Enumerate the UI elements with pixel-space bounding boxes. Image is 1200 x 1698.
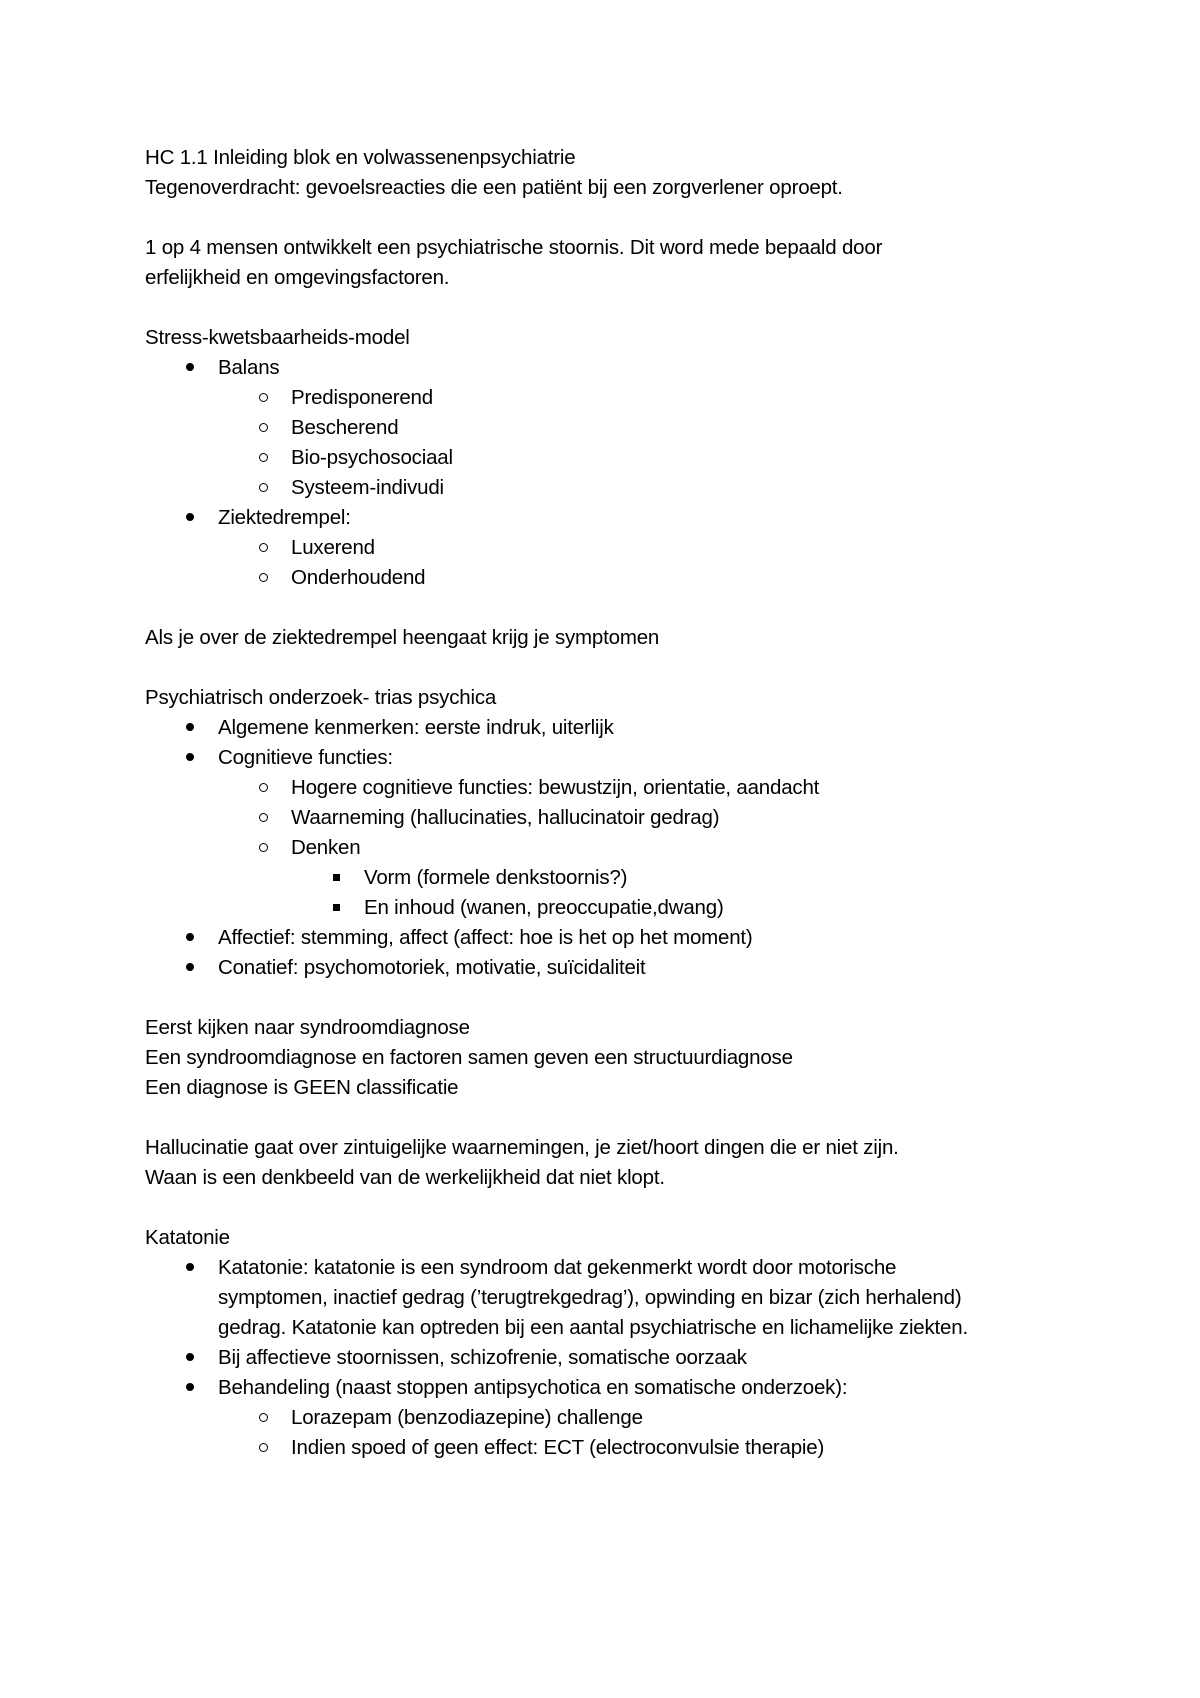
tegenoverdracht-definition: Tegenoverdracht: gevoelsreacties die een patiënt bij een zorgverlener oproept. — [145, 176, 843, 199]
bullet-circle-icon — [248, 803, 278, 833]
bullet-circle-icon — [248, 533, 278, 563]
spacer — [145, 203, 1065, 233]
list-item: Conatief: psychomotoriek, motivatie, suïcidaliteit — [145, 953, 1065, 983]
list-item: Bio-psychosociaal — [145, 443, 1065, 473]
bullet-dot-icon — [175, 353, 205, 383]
list-item: Affectief: stemming, affect (affect: hoe is het op het moment) — [145, 923, 1065, 953]
list-item: Bij affectieve stoornissen, schizofrenie, somatische oorzaak — [145, 1343, 1065, 1373]
list-item: Waarneming (hallucinaties, hallucinatoir gedrag) — [145, 803, 1065, 833]
bullet-dot-icon — [175, 1373, 205, 1403]
stress-model-heading: Stress-kwetsbaarheids-model — [145, 326, 410, 349]
ziektedrempel-note: Als je over de ziektedrempel heengaat krijg je symptomen — [145, 626, 660, 649]
diagnose-line: Een syndroomdiagnose en factoren samen geven een structuurdiagnose — [145, 1046, 793, 1069]
list-item: Bescherend — [145, 413, 1065, 443]
bullet-circle-icon — [248, 1433, 278, 1463]
bullet-dot-icon — [175, 1253, 205, 1283]
list-item-continuation: symptomen, inactief gedrag (’terugtrekgedrag’), opwinding en bizar (zich herhalend) — [218, 1286, 962, 1309]
bullet-circle-icon — [248, 1403, 278, 1433]
list-item: Cognitieve functies: — [145, 743, 1065, 773]
list-item: Predisponerend — [145, 383, 1065, 413]
bullet-dot-icon — [175, 713, 205, 743]
list-item: Vorm (formele denkstoornis?) — [145, 863, 1065, 893]
spacer — [145, 293, 1065, 323]
spacer — [145, 1103, 1065, 1133]
list-item: Systeem-indivudi — [145, 473, 1065, 503]
list-item-continuation: gedrag. Katatonie kan optreden bij een aantal psychiatrische en lichamelijke ziekten. — [218, 1316, 968, 1339]
bullet-circle-icon — [248, 443, 278, 473]
katatonie-heading: Katatonie — [145, 1226, 230, 1249]
bullet-circle-icon — [248, 473, 278, 503]
spacer — [145, 983, 1065, 1013]
document-title: HC 1.1 Inleiding blok en volwassenenpsychiatrie — [145, 146, 576, 169]
bullet-circle-icon — [248, 563, 278, 593]
intro-paragraph-line: 1 op 4 mensen ontwikkelt een psychiatrische stoornis. Dit word mede bepaald door — [145, 236, 883, 259]
hallucinatie-line: Hallucinatie gaat over zintuigelijke waarnemingen, je ziet/hoort dingen die er niet zijn. — [145, 1136, 899, 1159]
bullet-dot-icon — [175, 953, 205, 983]
list-item: Lorazepam (benzodiazepine) challenge — [145, 1403, 1065, 1433]
intro-paragraph-line: erfelijkheid en omgevingsfactoren. — [145, 266, 450, 289]
list-item: En inhoud (wanen, preoccupatie,dwang) — [145, 893, 1065, 923]
list-item: Onderhoudend — [145, 563, 1065, 593]
list-item: Hogere cognitieve functies: bewustzijn, orientatie, aandacht — [145, 773, 1065, 803]
bullet-square-icon — [321, 893, 351, 923]
document-page — [145, 143, 1065, 1463]
spacer — [145, 1193, 1065, 1223]
diagnose-line: Eerst kijken naar syndroomdiagnose — [145, 1016, 470, 1039]
list-item: Luxerend — [145, 533, 1065, 563]
bullet-circle-icon — [248, 833, 278, 863]
list-item: Algemene kenmerken: eerste indruk, uiterlijk — [145, 713, 1065, 743]
onderzoek-heading: Psychiatrisch onderzoek- trias psychica — [145, 686, 497, 709]
list-item: Indien spoed of geen effect: ECT (electroconvulsie therapie) — [145, 1433, 1065, 1463]
spacer — [145, 593, 1065, 623]
diagnose-line: Een diagnose is GEEN classificatie — [145, 1076, 459, 1099]
list-item: Denken — [145, 833, 1065, 863]
bullet-dot-icon — [175, 1343, 205, 1373]
bullet-dot-icon — [175, 743, 205, 773]
bullet-circle-icon — [248, 383, 278, 413]
bullet-circle-icon — [248, 413, 278, 443]
bullet-dot-icon — [175, 923, 205, 953]
bullet-circle-icon — [248, 773, 278, 803]
list-item: Behandeling (naast stoppen antipsychotica en somatische onderzoek): — [145, 1373, 1065, 1403]
spacer — [145, 653, 1065, 683]
list-item: Ziektedrempel: — [145, 503, 1065, 533]
waan-line: Waan is een denkbeeld van de werkelijkheid dat niet klopt. — [145, 1166, 665, 1189]
bullet-dot-icon — [175, 503, 205, 533]
bullet-square-icon — [321, 863, 351, 893]
list-item: Katatonie: katatonie is een syndroom dat gekenmerkt wordt door motorische — [145, 1253, 1065, 1283]
list-item: Balans — [145, 353, 1065, 383]
